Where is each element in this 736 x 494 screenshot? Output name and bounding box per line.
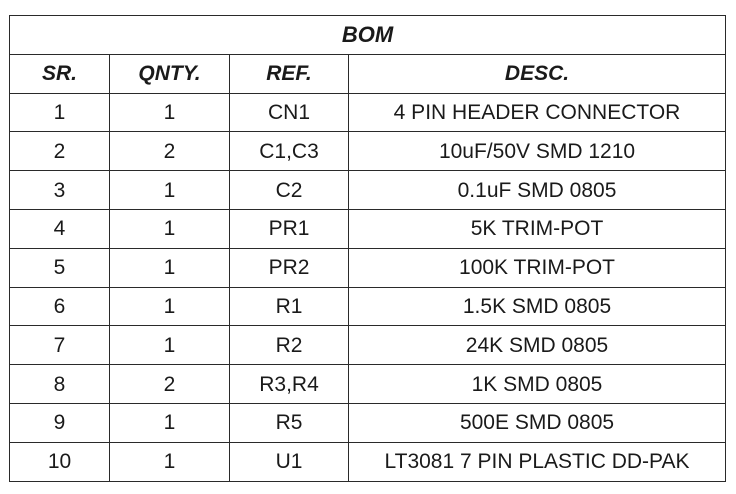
cell-qnty: 1 [110, 287, 230, 326]
cell-ref: R5 [230, 403, 349, 442]
cell-qnty: 2 [110, 365, 230, 404]
bom-table [9, 15, 726, 482]
cell-sr: 1 [10, 93, 110, 132]
cell-desc: 1K SMD 0805 [349, 365, 726, 404]
cell-desc: 5K TRIM-POT [349, 209, 726, 248]
header-ref: REF. [230, 54, 349, 93]
bom-title-row [10, 16, 726, 55]
table-row [10, 442, 726, 481]
cell-desc: 100K TRIM-POT [349, 248, 726, 287]
cell-sr: 2 [10, 132, 110, 171]
cell-qnty: 1 [110, 442, 230, 481]
cell-desc: 0.1uF SMD 0805 [349, 171, 726, 210]
cell-sr: 7 [10, 326, 110, 365]
cell-sr: 8 [10, 365, 110, 404]
table-row [10, 132, 726, 171]
cell-sr: 4 [10, 209, 110, 248]
cell-ref: C1,C3 [230, 132, 349, 171]
table-row [10, 209, 726, 248]
table-row [10, 365, 726, 404]
cell-qnty: 1 [110, 248, 230, 287]
bom-table-head [10, 16, 726, 94]
cell-desc: 1.5K SMD 0805 [349, 287, 726, 326]
cell-ref: U1 [230, 442, 349, 481]
cell-desc: 4 PIN HEADER CONNECTOR [349, 93, 726, 132]
cell-sr: 9 [10, 403, 110, 442]
cell-qnty: 2 [110, 132, 230, 171]
cell-qnty: 1 [110, 93, 230, 132]
table-row [10, 248, 726, 287]
cell-qnty: 1 [110, 171, 230, 210]
cell-qnty: 1 [110, 403, 230, 442]
cell-qnty: 1 [110, 326, 230, 365]
cell-ref: PR1 [230, 209, 349, 248]
cell-qnty: 1 [110, 209, 230, 248]
table-row [10, 93, 726, 132]
cell-desc: LT3081 7 PIN PLASTIC DD-PAK [349, 442, 726, 481]
header-qnty: QNTY. [110, 54, 230, 93]
header-desc: DESC. [349, 54, 726, 93]
table-row [10, 403, 726, 442]
cell-sr: 10 [10, 442, 110, 481]
bom-title: BOM [10, 16, 726, 55]
cell-sr: 5 [10, 248, 110, 287]
header-sr: SR. [10, 54, 110, 93]
cell-ref: R2 [230, 326, 349, 365]
cell-ref: CN1 [230, 93, 349, 132]
cell-ref: R1 [230, 287, 349, 326]
cell-desc: 10uF/50V SMD 1210 [349, 132, 726, 171]
cell-desc: 24K SMD 0805 [349, 326, 726, 365]
cell-desc: 500E SMD 0805 [349, 403, 726, 442]
bom-table-body [10, 93, 726, 481]
cell-ref: R3,R4 [230, 365, 349, 404]
bom-header-row [10, 54, 726, 93]
table-row [10, 326, 726, 365]
table-row [10, 287, 726, 326]
cell-sr: 3 [10, 171, 110, 210]
cell-sr: 6 [10, 287, 110, 326]
cell-ref: PR2 [230, 248, 349, 287]
table-row [10, 171, 726, 210]
cell-ref: C2 [230, 171, 349, 210]
